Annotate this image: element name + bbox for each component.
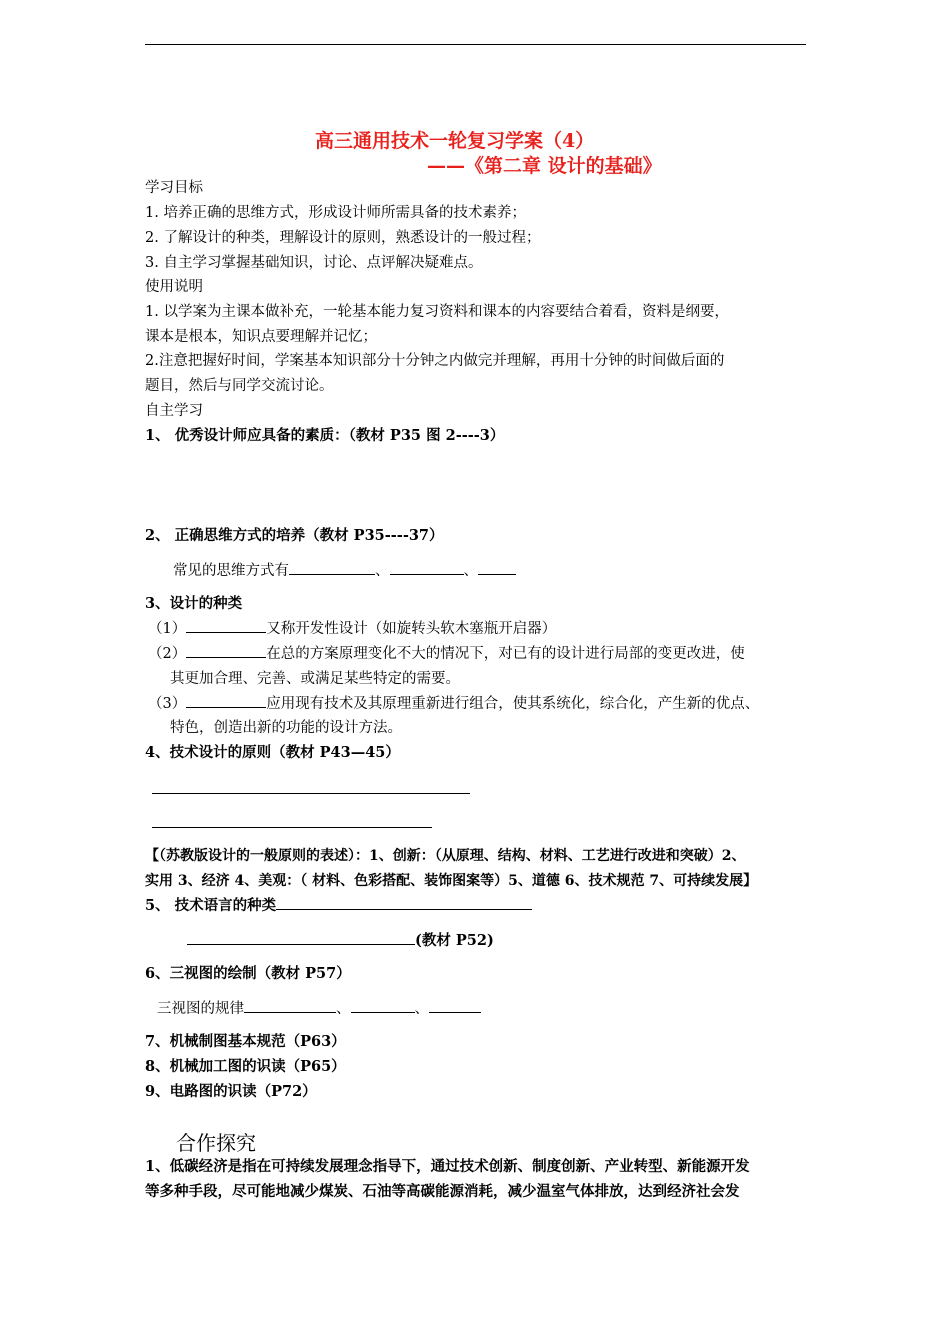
question-3-a [148, 619, 556, 639]
doc-title-line2: ——《第二章 设计的基础》 [427, 155, 662, 177]
separator: 、 [375, 563, 390, 579]
goal-item-3: 3. 自主学习掌握基础知识，讨论、点评解决疑难点。 [145, 255, 483, 271]
item-prefix: （2） [148, 646, 187, 662]
separator: 、 [414, 1001, 429, 1017]
question-9: 9、电路图的识读（P72） [145, 1083, 317, 1100]
three-view-rule-label: 三视图的规律 [157, 1001, 244, 1017]
blank-field[interactable] [244, 999, 336, 1013]
question-6: 6、三视图的绘制（教材 P57） [145, 965, 351, 982]
question-5-label: 5、 技术语言的种类 [145, 897, 277, 914]
blank-field[interactable] [429, 999, 481, 1013]
question-3-b-cont: 其更加合理、完善、或满足某些特定的需要。 [170, 671, 460, 687]
doc-title-line1: 高三通用技术一轮复习学案（4） [315, 130, 595, 152]
question-8: 8、机械加工图的识读（P65） [145, 1058, 346, 1075]
answer-line[interactable] [152, 827, 432, 828]
usage-p2-line1: 2.注意把握好时间，学案基本知识部分十分钟之内做完并理解，再用十分钟的时间做后面的 [145, 353, 725, 369]
blank-field[interactable] [186, 619, 266, 633]
principles-note-line2: 实用 3、经济 4、美观：（ 材料、色彩搭配、装饰图案等）5、道德 6、技术规范 7、可持续发展】 [145, 873, 758, 889]
goal-item-2: 2. 了解设计的种类，理解设计的原则，熟悉设计的一般过程； [145, 230, 541, 246]
self-study-heading: 自主学习 [145, 403, 203, 419]
header-rule [145, 44, 806, 45]
textbook-ref: (教材 P52) [415, 932, 494, 949]
cooperation-line1: 1、低碳经济是指在可持续发展理念指导下，通过技术创新、制度创新、产业转型、新能源开发 [145, 1158, 750, 1175]
blank-field[interactable] [478, 561, 516, 575]
separator: 、 [336, 1001, 351, 1017]
cooperation-heading: 合作探究 [176, 1131, 256, 1155]
question-2: 2、 正确思维方式的培养（教材 P35----37） [145, 527, 444, 544]
question-1: 1、 优秀设计师应具备的素质：（教材 P35 图 2----3） [145, 427, 505, 444]
question-7: 7、机械制图基本规范（P63） [145, 1033, 346, 1050]
usage-p1-line2: 课本是根本，知识点要理解并记忆； [145, 329, 377, 345]
blank-field[interactable] [289, 561, 375, 575]
blank-field[interactable] [186, 644, 266, 658]
blank-field[interactable] [186, 694, 266, 708]
blank-field[interactable] [351, 999, 415, 1013]
cooperation-line2: 等多种手段，尽可能地减少煤炭、石油等高碳能源消耗，减少温室气体排放，达到经济社会发 [145, 1183, 740, 1200]
thinking-modes-label: 常见的思维方式有 [173, 563, 289, 579]
question-3-c [148, 694, 759, 714]
item-prefix: （3） [148, 696, 187, 712]
question-4: 4、技术设计的原则（教材 P43—45） [145, 744, 400, 761]
blank-field[interactable] [390, 561, 464, 575]
question-6-sub [157, 999, 481, 1019]
question-3-b [148, 644, 745, 664]
usage-heading: 使用说明 [145, 279, 203, 295]
blank-field[interactable] [276, 896, 532, 910]
separator: 、 [463, 563, 478, 579]
goals-heading: 学习目标 [145, 180, 203, 196]
question-3-c-cont: 特色，创造出新的功能的设计方法。 [170, 720, 402, 736]
question-5 [145, 896, 532, 916]
item-prefix: （1） [148, 621, 187, 637]
usage-p1-line1: 1. 以学案为主课本做补充，一轮基本能力复习资料和课本的内容要结合着看，资料是纲要， [145, 304, 729, 320]
answer-line[interactable] [152, 793, 470, 794]
blank-field[interactable] [187, 931, 415, 945]
item-text: 应用现有技术及其原理重新进行组合，使其系统化，综合化，产生新的优点、 [266, 696, 760, 712]
question-5-line2 [187, 931, 494, 951]
usage-p2-line2: 题目，然后与同学交流讨论。 [145, 378, 334, 394]
principles-note-line1: 【（苏教版设计的一般原则的表述）：1、创新：（从原理、结构、材料、工艺进行改进和突破）2、 [145, 848, 746, 864]
goal-item-1: 1. 培养正确的思维方式，形成设计师所需具备的技术素养； [145, 205, 526, 221]
question-2-sub [173, 561, 516, 581]
item-text: 又称开发性设计（如旋转头软木塞瓶开启器） [266, 621, 557, 637]
item-text: 在总的方案原理变化不大的情况下，对已有的设计进行局部的变更改进，使 [266, 646, 745, 662]
question-3: 3、设计的种类 [145, 595, 243, 612]
